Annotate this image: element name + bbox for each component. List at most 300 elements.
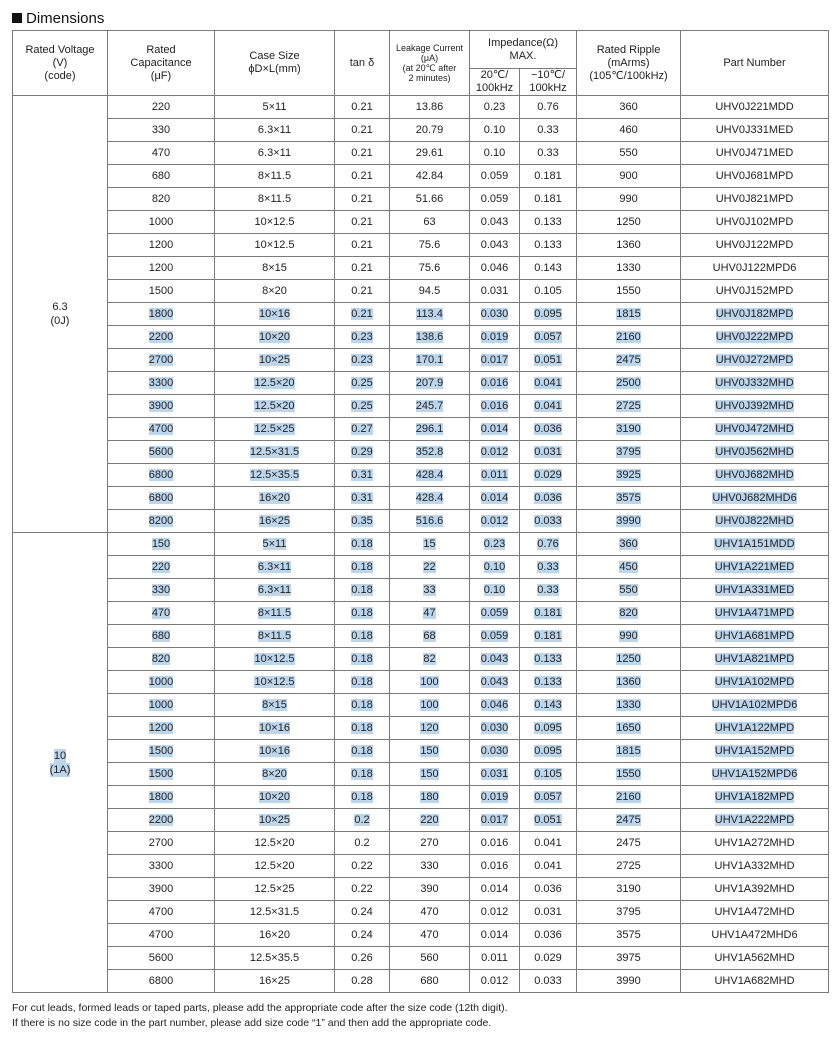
- part-number-cell: [681, 349, 829, 372]
- impedance-20c-cell: [470, 786, 520, 809]
- leakage-current-cell-text: 270: [420, 837, 439, 849]
- tan-delta-cell: [335, 188, 390, 211]
- header-line: 100kHz: [475, 82, 514, 94]
- leakage-current-cell-text: 94.5: [418, 285, 441, 297]
- case-size-cell: [215, 947, 335, 970]
- impedance-m10c-cell: [520, 372, 577, 395]
- impedance-20c-cell-text: 0.043: [480, 676, 509, 688]
- rated-ripple-cell: [577, 142, 681, 165]
- leakage-current-cell-text: 13.86: [415, 101, 444, 113]
- impedance-20c-cell-text: 0.030: [480, 308, 509, 320]
- case-size-cell: [215, 809, 335, 832]
- capacitance-cell: [108, 441, 215, 464]
- leakage-current-cell-text: 120: [420, 722, 439, 734]
- impedance-20c-cell-text: 0.012: [480, 515, 509, 527]
- header-line: Rated Ripple: [596, 43, 661, 56]
- leakage-current-cell: [390, 234, 470, 257]
- capacitance-cell-text: 1200: [148, 262, 174, 274]
- capacitance-cell: [108, 717, 215, 740]
- impedance-20c-cell-text: 0.016: [480, 377, 509, 389]
- leakage-current-cell-text: 75.6: [418, 239, 441, 251]
- rated-ripple-cell: [577, 924, 681, 947]
- leakage-current-cell-text: 82: [423, 653, 436, 665]
- leakage-current-cell-text: 207.9: [415, 377, 444, 389]
- impedance-m10c-cell-text: 0.33: [537, 584, 559, 596]
- leakage-current-cell-text: 560: [420, 952, 439, 964]
- capacitance-cell: [108, 119, 215, 142]
- rated-ripple-cell: [577, 901, 681, 924]
- rated-ripple-cell-text: 900: [619, 170, 638, 182]
- tan-delta-cell-text: 0.2: [354, 837, 370, 849]
- capacitance-cell: [108, 418, 215, 441]
- capacitance-cell-text: 4700: [148, 906, 174, 918]
- case-size-cell-text: 10×12.5: [254, 676, 295, 688]
- part-number-cell: [681, 234, 829, 257]
- capacitance-cell: [108, 211, 215, 234]
- leakage-current-cell: [390, 717, 470, 740]
- leakage-current-cell: [390, 694, 470, 717]
- impedance-20c-cell: [470, 901, 520, 924]
- leakage-current-cell-text: 150: [420, 745, 439, 757]
- leakage-current-cell: [390, 556, 470, 579]
- part-number-cell-text: UHV1A152MPD: [714, 745, 795, 757]
- capacitance-cell-text: 470: [151, 607, 171, 619]
- rated-ripple-cell-text: 1330: [616, 699, 641, 711]
- impedance-20c-cell-text: 0.031: [480, 285, 509, 297]
- rated-ripple-cell: [577, 188, 681, 211]
- voltage-value: 6.3: [52, 301, 68, 313]
- table-row: [13, 280, 829, 303]
- case-size-cell: [215, 878, 335, 901]
- rated-ripple-cell: [577, 763, 681, 786]
- part-number-cell: [681, 786, 829, 809]
- table-row: [13, 418, 829, 441]
- impedance-m10c-cell: [520, 809, 577, 832]
- tan-delta-cell-text: 0.18: [351, 584, 373, 596]
- table-row: [13, 556, 829, 579]
- part-number-cell-text: UHV1A102MPD6: [711, 699, 798, 711]
- case-size-cell-text: 8×11.5: [257, 193, 292, 205]
- rated-ripple-cell: [577, 211, 681, 234]
- impedance-m10c-cell: [520, 487, 577, 510]
- case-size-cell: [215, 96, 335, 119]
- capacitance-cell-text: 4700: [148, 929, 174, 941]
- col-header-part-number: Part Number: [681, 31, 829, 96]
- rated-ripple-cell-text: 3190: [616, 883, 641, 895]
- capacitance-cell: [108, 671, 215, 694]
- capacitance-cell: [108, 924, 215, 947]
- part-number-cell: [681, 579, 829, 602]
- impedance-m10c-cell: [520, 303, 577, 326]
- leakage-current-cell-text: 75.6: [418, 262, 441, 274]
- part-number-cell-text: UHV1A681MPD: [714, 630, 795, 642]
- tan-delta-cell-text: 0.18: [351, 791, 373, 803]
- capacitance-cell-text: 330: [151, 124, 171, 136]
- table-row: [13, 211, 829, 234]
- impedance-20c-cell-text: 0.059: [480, 193, 509, 205]
- leakage-current-cell-text: 428.4: [415, 492, 444, 504]
- rated-ripple-cell-text: 360: [619, 538, 638, 550]
- case-size-cell: [215, 556, 335, 579]
- capacitance-cell-text: 5600: [148, 952, 174, 964]
- case-size-cell-text: 6.3×11: [257, 561, 292, 573]
- case-size-cell-text: 10×25: [259, 354, 290, 366]
- case-size-cell-text: 12.5×31.5: [249, 906, 300, 918]
- impedance-20c-cell: [470, 855, 520, 878]
- tan-delta-cell: [335, 119, 390, 142]
- case-size-cell: [215, 740, 335, 763]
- case-size-cell: [215, 671, 335, 694]
- capacitance-cell-text: 1800: [148, 791, 174, 803]
- impedance-20c-cell: [470, 303, 520, 326]
- col-header-impedance-m10c: [520, 69, 577, 96]
- impedance-20c-cell-text: 0.046: [480, 699, 509, 711]
- rated-ripple-cell-text: 1550: [616, 285, 641, 297]
- rated-ripple-cell: [577, 418, 681, 441]
- part-number-cell-text: UHV0J562MHD: [715, 446, 794, 458]
- tan-delta-cell-text: 0.26: [351, 952, 373, 964]
- col-header-rated-ripple: [577, 31, 681, 96]
- impedance-m10c-cell: [520, 142, 577, 165]
- capacitance-cell-text: 6800: [148, 975, 174, 987]
- rated-ripple-cell-text: 2725: [616, 400, 641, 412]
- part-number-cell: [681, 648, 829, 671]
- capacitance-cell-text: 1000: [148, 699, 174, 711]
- impedance-20c-cell-text: 0.046: [480, 262, 509, 274]
- leakage-current-cell-text: 470: [420, 906, 439, 918]
- impedance-m10c-cell: [520, 441, 577, 464]
- case-size-cell-text: 10×20: [259, 331, 290, 343]
- part-number-cell-text: UHV1A122MPD: [714, 722, 795, 734]
- rated-ripple-cell: [577, 625, 681, 648]
- rated-ripple-cell-text: 1650: [616, 722, 641, 734]
- table-row: [13, 763, 829, 786]
- part-number-cell-text: UHV1A472MHD6: [711, 929, 798, 941]
- case-size-cell: [215, 188, 335, 211]
- part-number-cell: [681, 188, 829, 211]
- table-row: [13, 188, 829, 211]
- impedance-m10c-cell-text: 0.095: [534, 722, 562, 734]
- rated-ripple-cell: [577, 303, 681, 326]
- table-row: [13, 142, 829, 165]
- tan-delta-cell: [335, 533, 390, 556]
- capacitance-cell-text: 1500: [148, 745, 174, 757]
- case-size-cell: [215, 165, 335, 188]
- impedance-20c-cell-text: 0.012: [480, 446, 509, 458]
- part-number-cell-text: UHV0J331MED: [715, 124, 794, 136]
- impedance-20c-cell: [470, 970, 520, 993]
- leakage-current-cell-text: 180: [420, 791, 439, 803]
- tan-delta-cell-text: 0.24: [351, 929, 373, 941]
- tan-delta-cell: [335, 142, 390, 165]
- leakage-current-cell-text: 428.4: [415, 469, 444, 481]
- header-line: −10℃/: [530, 69, 566, 81]
- leakage-current-cell: [390, 280, 470, 303]
- tan-delta-cell-text: 0.21: [351, 193, 373, 205]
- leakage-current-cell: [390, 924, 470, 947]
- part-number-cell: [681, 96, 829, 119]
- leakage-current-cell-text: 51.66: [415, 193, 444, 205]
- capacitance-cell: [108, 142, 215, 165]
- rated-ripple-cell: [577, 878, 681, 901]
- table-row: [13, 809, 829, 832]
- case-size-cell-text: 16×25: [259, 515, 290, 527]
- impedance-20c-cell-text: 0.014: [480, 929, 509, 941]
- header-line: 100kHz: [529, 82, 567, 94]
- table-row: [13, 970, 829, 993]
- leakage-current-cell: [390, 947, 470, 970]
- case-size-cell: [215, 717, 335, 740]
- tan-delta-cell: [335, 671, 390, 694]
- case-size-cell-text: 5×11: [262, 538, 287, 550]
- tan-delta-cell: [335, 694, 390, 717]
- capacitance-cell-text: 220: [151, 101, 171, 113]
- table-row: [13, 464, 829, 487]
- tan-delta-cell: [335, 96, 390, 119]
- part-number-cell-text: UHV1A151MDD: [714, 538, 795, 550]
- tan-delta-cell: [335, 280, 390, 303]
- tan-delta-cell-text: 0.18: [351, 561, 373, 573]
- case-size-cell: [215, 441, 335, 464]
- tan-delta-cell-text: 0.18: [351, 745, 373, 757]
- capacitance-cell: [108, 579, 215, 602]
- leakage-current-cell: [390, 832, 470, 855]
- case-size-cell-text: 12.5×35.5: [249, 952, 300, 964]
- tan-delta-cell-text: 0.21: [351, 216, 373, 228]
- part-number-cell: [681, 165, 829, 188]
- col-header-leakage-current: [390, 31, 470, 96]
- case-size-cell: [215, 763, 335, 786]
- impedance-20c-cell: [470, 441, 520, 464]
- impedance-20c-cell-text: 0.059: [480, 607, 509, 619]
- impedance-m10c-cell-text: 0.181: [534, 170, 562, 182]
- rated-ripple-cell: [577, 119, 681, 142]
- leakage-current-cell-text: 390: [420, 883, 439, 895]
- tan-delta-cell-text: 0.21: [351, 262, 373, 274]
- impedance-m10c-cell: [520, 763, 577, 786]
- capacitance-cell-text: 2700: [148, 354, 174, 366]
- table-row: [13, 257, 829, 280]
- leakage-current-cell: [390, 579, 470, 602]
- tan-delta-cell: [335, 855, 390, 878]
- case-size-cell: [215, 119, 335, 142]
- header-line: (V): [52, 56, 68, 69]
- impedance-m10c-cell-text: 0.036: [534, 883, 562, 895]
- part-number-cell: [681, 303, 829, 326]
- case-size-cell-text: 12.5×20: [254, 400, 295, 412]
- impedance-m10c-cell: [520, 211, 577, 234]
- leakage-current-cell-text: 47: [423, 607, 436, 619]
- part-number-cell-text: UHV0J332MHD: [715, 377, 794, 389]
- table-row: [13, 924, 829, 947]
- capacitance-cell-text: 1800: [148, 308, 174, 320]
- tan-delta-cell-text: 0.18: [351, 722, 373, 734]
- leakage-current-cell: [390, 763, 470, 786]
- capacitance-cell-text: 220: [151, 561, 171, 573]
- case-size-cell: [215, 510, 335, 533]
- impedance-20c-cell-text: 0.031: [480, 768, 509, 780]
- impedance-20c-cell: [470, 165, 520, 188]
- footnote-2: If there is no size code in the part number, please add size code “1” and then add the appropriate code.: [12, 1017, 492, 1029]
- case-size-cell: [215, 372, 335, 395]
- table-row: [13, 579, 829, 602]
- tan-delta-cell: [335, 878, 390, 901]
- part-number-cell: [681, 556, 829, 579]
- leakage-current-cell-text: 150: [420, 768, 439, 780]
- part-number-cell-text: UHV0J122MPD: [715, 239, 794, 251]
- capacitance-cell-text: 3300: [148, 377, 174, 389]
- tan-delta-cell: [335, 763, 390, 786]
- case-size-cell-text: 8×11.5: [257, 607, 292, 619]
- rated-ripple-cell-text: 1250: [616, 653, 641, 665]
- tan-delta-cell: [335, 901, 390, 924]
- leakage-current-cell: [390, 487, 470, 510]
- impedance-m10c-cell-text: 0.031: [534, 906, 562, 918]
- capacitance-cell-text: 1500: [148, 768, 174, 780]
- impedance-20c-cell-text: 0.059: [480, 170, 509, 182]
- rated-ripple-cell: [577, 234, 681, 257]
- capacitance-cell-text: 1500: [148, 285, 174, 297]
- capacitance-cell: [108, 809, 215, 832]
- case-size-cell: [215, 326, 335, 349]
- impedance-20c-cell-text: 0.014: [480, 423, 509, 435]
- impedance-m10c-cell: [520, 556, 577, 579]
- header-line: (at 20℃ after: [402, 63, 457, 73]
- table-row: [13, 441, 829, 464]
- header-line: (105℃/100kHz): [589, 69, 668, 82]
- rated-ripple-cell-text: 1360: [616, 239, 641, 251]
- impedance-20c-cell-text: 0.043: [480, 216, 509, 228]
- table-row: [13, 625, 829, 648]
- impedance-m10c-cell-text: 0.057: [534, 331, 562, 343]
- part-number-cell: [681, 671, 829, 694]
- impedance-20c-cell: [470, 533, 520, 556]
- impedance-m10c-cell-text: 0.76: [537, 101, 559, 113]
- tan-delta-cell: [335, 349, 390, 372]
- impedance-m10c-cell: [520, 165, 577, 188]
- part-number-cell: [681, 602, 829, 625]
- capacitance-cell-text: 3900: [148, 400, 174, 412]
- rated-ripple-cell: [577, 602, 681, 625]
- tan-delta-cell: [335, 924, 390, 947]
- rated-ripple-cell-text: 820: [619, 607, 638, 619]
- capacitance-cell: [108, 257, 215, 280]
- part-number-cell: [681, 970, 829, 993]
- impedance-m10c-cell-text: 0.133: [534, 653, 562, 665]
- capacitance-cell-text: 1000: [148, 216, 174, 228]
- capacitance-cell: [108, 648, 215, 671]
- impedance-20c-cell-text: 0.23: [483, 538, 506, 550]
- rated-ripple-cell-text: 2160: [616, 331, 641, 343]
- table-row: [13, 740, 829, 763]
- leakage-current-cell-text: 22: [423, 561, 436, 573]
- part-number-cell-text: UHV1A682MHD: [714, 975, 795, 987]
- case-size-cell: [215, 211, 335, 234]
- capacitance-cell: [108, 901, 215, 924]
- tan-delta-cell-text: 0.18: [351, 768, 373, 780]
- case-size-cell-text: 8×20: [262, 768, 287, 780]
- impedance-m10c-cell: [520, 188, 577, 211]
- impedance-m10c-cell-text: 0.33: [537, 561, 559, 573]
- tan-delta-cell: [335, 717, 390, 740]
- rated-ripple-cell: [577, 694, 681, 717]
- impedance-20c-cell-text: 0.012: [480, 975, 509, 987]
- impedance-m10c-cell: [520, 349, 577, 372]
- leakage-current-cell: [390, 211, 470, 234]
- header-line: ϕD×L(mm): [248, 63, 301, 75]
- leakage-current-cell: [390, 349, 470, 372]
- part-number-cell: [681, 740, 829, 763]
- case-size-cell-text: 6.3×11: [257, 147, 292, 159]
- tan-delta-cell: [335, 625, 390, 648]
- capacitance-cell: [108, 165, 215, 188]
- case-size-cell: [215, 855, 335, 878]
- tan-delta-cell-text: 0.21: [351, 285, 373, 297]
- rated-ripple-cell-text: 990: [619, 630, 638, 642]
- table-row: [13, 533, 829, 556]
- part-number-cell-text: UHV1A102MPD: [714, 676, 795, 688]
- capacitance-cell: [108, 878, 215, 901]
- impedance-m10c-cell: [520, 257, 577, 280]
- capacitance-cell-text: 6800: [148, 492, 174, 504]
- impedance-m10c-cell-text: 0.041: [534, 860, 562, 872]
- table-row: [13, 878, 829, 901]
- impedance-20c-cell: [470, 717, 520, 740]
- part-number-cell: [681, 280, 829, 303]
- leakage-current-cell: [390, 418, 470, 441]
- impedance-m10c-cell: [520, 740, 577, 763]
- leakage-current-cell-text: 352.8: [415, 446, 444, 458]
- rated-ripple-cell-text: 1330: [616, 262, 641, 274]
- tan-delta-cell-text: 0.22: [351, 860, 373, 872]
- impedance-m10c-cell-text: 0.095: [534, 745, 562, 757]
- part-number-cell: [681, 855, 829, 878]
- case-size-cell-text: 5×11: [262, 101, 287, 113]
- capacitance-cell-text: 5600: [148, 446, 174, 458]
- tan-delta-cell: [335, 165, 390, 188]
- capacitance-cell: [108, 372, 215, 395]
- case-size-cell: [215, 901, 335, 924]
- impedance-m10c-cell: [520, 418, 577, 441]
- tan-delta-cell: [335, 970, 390, 993]
- rated-ripple-cell: [577, 395, 681, 418]
- capacitance-cell: [108, 694, 215, 717]
- impedance-20c-cell-text: 0.030: [480, 722, 509, 734]
- header-line: Rated Voltage: [25, 43, 95, 56]
- leakage-current-cell: [390, 165, 470, 188]
- part-number-cell-text: UHV0J472MHD: [715, 423, 794, 435]
- rated-ripple-cell-text: 550: [619, 147, 638, 159]
- leakage-current-cell: [390, 533, 470, 556]
- impedance-20c-cell-text: 0.043: [480, 239, 509, 251]
- rated-ripple-cell-text: 2725: [616, 860, 641, 872]
- part-number-cell-text: UHV0J682MHD6: [712, 492, 797, 504]
- leakage-current-cell: [390, 625, 470, 648]
- tan-delta-cell-text: 0.18: [351, 676, 373, 688]
- impedance-20c-cell-text: 0.017: [480, 814, 509, 826]
- part-number-cell-text: UHV0J122MPD6: [712, 262, 797, 274]
- header-line: 2 minutes): [408, 73, 451, 83]
- impedance-m10c-cell: [520, 464, 577, 487]
- tan-delta-cell: [335, 211, 390, 234]
- tan-delta-cell-text: 0.31: [351, 469, 373, 481]
- case-size-cell: [215, 786, 335, 809]
- case-size-cell-text: 10×12.5: [254, 653, 295, 665]
- case-size-cell-text: 8×11.5: [257, 170, 292, 182]
- tan-delta-cell-text: 0.21: [351, 124, 373, 136]
- tan-delta-cell-text: 0.29: [351, 446, 373, 458]
- tan-delta-cell: [335, 372, 390, 395]
